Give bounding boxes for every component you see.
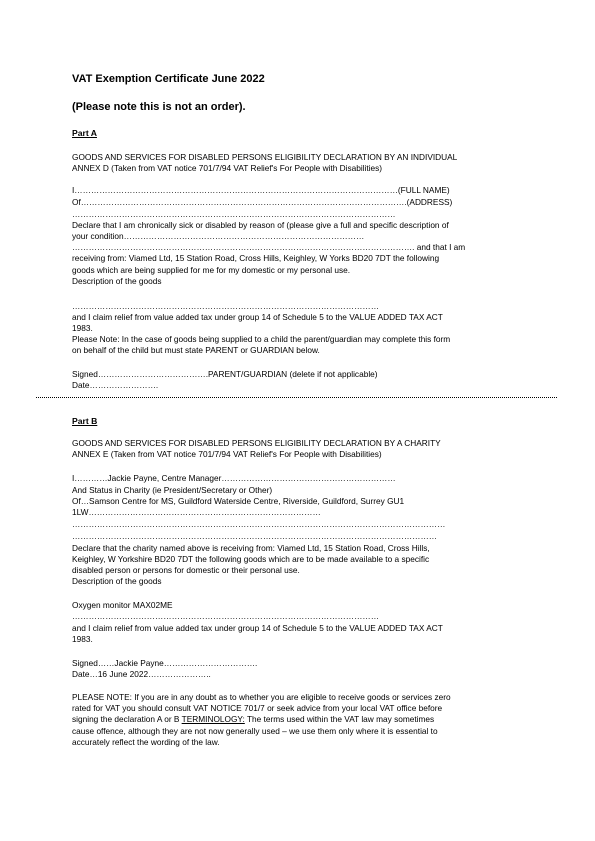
condition-field: your condition…………………………………………………………………………… xyxy=(72,231,365,241)
charity-address-field: Of…Samson Centre for MS, Guildford Waterside Centre, Riverside, Guildford, Surrey GU1 xyxy=(72,496,405,506)
part-a-date-field: Date……………………. xyxy=(72,380,159,390)
part-b-signature-field: Signed……Jackie Payne……………………………. xyxy=(72,658,258,668)
charity-status-field: And Status in Charity (ie President/Secretary or Other) xyxy=(72,485,273,495)
part-a-line: receiving from: Viamed Ltd, 15 Station Road, Cross Hills, Keighley, W Yorks BD20 7DT the following xyxy=(72,253,440,263)
part-b-line: disabled person or persons for domestic or their personal use. xyxy=(72,565,300,575)
part-a-line: and I claim relief from value added tax under group 14 of Schedule 5 to the VALUE ADDED TAX ACT xyxy=(72,312,443,322)
part-b-line: and I claim relief from value added tax under group 14 of Schedule 5 to the VALUE ADDED TAX ACT xyxy=(72,623,443,633)
terminology-label: TERMINOLOGY: xyxy=(181,714,245,724)
goods-description-label: Description of the goods xyxy=(72,576,162,586)
address-field: Of……………………………………………………………………………………………………….(ADDRESS) xyxy=(72,197,453,207)
note-line: cause offence, although they are not now generally used – we use them only where it is essential to xyxy=(72,726,438,736)
goods-description-label: Description of the goods xyxy=(72,276,162,286)
blank-line-field: ……………………………………………………………………………………………………………………… xyxy=(72,519,446,529)
document-title: VAT Exemption Certificate June 2022 xyxy=(72,73,265,85)
goods-description-field: ………………………………………………………………………………………………… xyxy=(72,301,379,311)
part-b-line: GOODS AND SERVICES FOR DISABLED PERSONS ELIGIBILITY DECLARATION BY A CHARITY xyxy=(72,438,441,448)
part-a-line: Please Note: In the case of goods being supplied to a child the parent/guardian may complete this form xyxy=(72,334,451,344)
condition-continuation-field: ……………………………………………………………………………………………………………. and that I am xyxy=(72,242,466,252)
part-a-line: goods which are being supplied for me for my domestic or my personal use. xyxy=(72,265,351,275)
part-b-line: Keighley, W Yorkshire BD20 7DT the following goods which are to be made available to a specific xyxy=(72,554,430,564)
note-line: rated for VAT you should consult VAT NOTICE 701/7 or seek advice from your local VAT office before xyxy=(72,703,443,713)
charity-address-continuation: 1LW………………………………………………………………………… xyxy=(72,507,321,517)
part-a-line: ANNEX D (Taken from VAT notice 701/7/94 VAT Relief's For People with Disabilities) xyxy=(72,163,383,173)
part-b-line: 1983. xyxy=(72,634,93,644)
goods-description-value: Oxygen monitor MAX02ME xyxy=(72,600,173,610)
address-continuation-field: ……………………………………………………………………………………………………… xyxy=(72,209,396,219)
part-a-line: Declare that I am chronically sick or disabled by reason of (please give a full and specific description of xyxy=(72,220,449,230)
part-b-heading: Part B xyxy=(72,416,98,426)
note-line: accurately reflect the wording of the law. xyxy=(72,737,220,747)
part-a-line: on behalf of the child but must state PARENT or GUARDIAN below. xyxy=(72,345,320,355)
part-b-line: ANNEX E (Taken from VAT notice 701/7/94 VAT Relief's For People with Disabilities) xyxy=(72,449,382,459)
document-subtitle: (Please note this is not an order). xyxy=(72,101,246,113)
section-separator xyxy=(36,397,557,398)
note-text: signing the declaration A or B xyxy=(72,714,182,724)
note-text: The terms used within the VAT law may sometimes xyxy=(244,714,435,724)
part-a-signature-field: Signed………………………………….PARENT/GUARDIAN (delete if not applicable) xyxy=(72,369,378,379)
part-a-line: GOODS AND SERVICES FOR DISABLED PERSONS ELIGIBILITY DECLARATION BY AN INDIVIDUAL xyxy=(72,152,458,162)
charity-signatory-field: I…………Jackie Payne, Centre Manager……………………………………………………… xyxy=(72,473,396,483)
part-b-date-field: Date…16 June 2022………………….. xyxy=(72,669,211,679)
note-line xyxy=(72,714,434,725)
full-name-field: I………………………………………………………………………………………………………(FULL NAME) xyxy=(72,185,450,195)
part-b-line: Declare that the charity named above is receiving from: Viamed Ltd, 15 Station Road, Cross Hills, xyxy=(72,543,430,553)
goods-description-field: ………………………………………………………………………………………………… xyxy=(72,611,379,621)
part-a-heading: Part A xyxy=(72,128,97,138)
part-a-line: 1983. xyxy=(72,323,93,333)
blank-line-field: …………………………………………………………………………………………………………………… xyxy=(72,531,438,541)
note-line: PLEASE NOTE: If you are in any doubt as to whether you are eligible to receive goods or services zero xyxy=(72,692,451,702)
